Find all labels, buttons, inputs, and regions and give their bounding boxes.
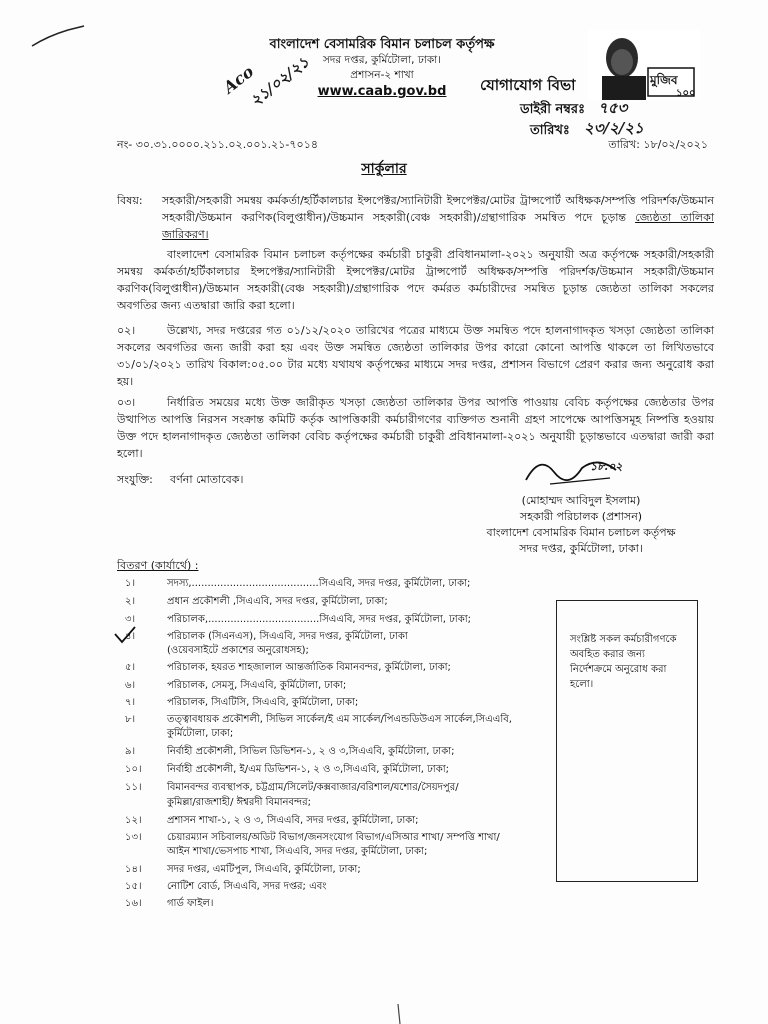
subject-text (162, 192, 714, 243)
paragraph-1: বাংলাদেশ বেসামরিক বিমান চলাচল কর্তৃপক্ষের কর্মচারী চাকুরী প্রবিধানমালা-২০২১ অনুযায়ী অত্র কর্তৃপক্ষে সহকারী/সহকারী সমন্বয় কর্মকর্তা/হর্টিকালচার ইন্সপেক্টর/স্যানিটারী ইন্সপেক্টর/মোটর ট্রান্সপোর্ট অধিক্ষক/সম্পত্তি পরিদর্শক/উচ্চমান সহকারী/উচ্চমান করণিক(বিলুপ্তাধীন)/উচ্চমান সহকারী(বেঞ্চ সহকারী)/গ্রন্থাগারিক পদে কর্মরত কর্মচারীদের সমন্বিত চূড়ান্ত জ্যেষ্ঠতা তালিকা সকলের অবগতির জন্য এতদ্বারা জারি করা হলো। (117, 248, 714, 312)
org-name: বাংলাদেশ বেসামরিক বিমান চলাচল কর্তৃপক্ষ (269, 37, 495, 52)
diary-number-label: ডাইরী নম্বরঃ (520, 102, 585, 117)
website-link[interactable]: www.caab.gov.bd (317, 84, 447, 99)
paragraph-2: উল্লেখ্য, সদর দপ্তরের গত ০১/১২/২০২০ তারিখের পত্রের মাধ্যমে উক্ত সমন্বিত পদে হালনাগাদকৃত খসড়া জ্যেষ্ঠতা তালিকা সকলের অবগতির জন্য জারী করা হয় এবং উক্ত সমন্বিত জ্যেষ্ঠতা তালিকার উপর কারো কোনো আপত্তি থাকলে তা লিখিতভাবে ৩১/০১/২০২১ তারিখ বিকাল:০৫.০০ টার মধ্যে যথাযথ কর্তৃপক্ষের মাধ্যমে সদর দপ্তর, প্রশাসন বিভাগে প্রেরণ করার জন্য অনুরোধ করা হয়। (117, 324, 714, 388)
signature-date-scribble: ১৮.০২ (590, 460, 623, 473)
mujib-text: মুজিব (650, 73, 678, 87)
subject-underlined: জ্যেষ্ঠতা তালিকা জারিকরণ। (162, 211, 715, 241)
subject-label: বিষয়: (117, 194, 143, 207)
paragraph-2-number: ০২। (117, 324, 136, 337)
signatory-org: বাংলাদেশ বেসামরিক বিমান চলাচল কর্তৃপক্ষ (486, 526, 676, 539)
signatory-designation: সহকারী পরিচালক (প্রশাসন) (519, 510, 643, 523)
paragraph-3: নির্ধারিত সময়ের মধ্যে উক্ত জারীকৃত খসড়া জ্যেষ্ঠতা তালিকার উপর আপত্তি পাওয়ায় বেবিচ কর্তৃপক্ষের জ্যেষ্ঠতার উপর উত্থাপিত আপত্তি নিরসন সংক্রান্ত কমিটি কর্তৃক আপত্তিকারী কর্মচারীগণের ব্যক্তিগত শুনানী গ্রহণ সাপেক্ষে আপত্তিসমূহ নিষ্পত্তি হওয়ায় উক্ত পদে হালনাগাদকৃত জ্যেষ্ঠতা তালিকা বেবিচ কর্তৃপক্ষের কর্মচারী চাকুরী প্রবিধানমালা-২০২১ অনুযায়ী চূড়ান্তভাবে এতদ্বারা জারী করা হলো। (117, 396, 714, 460)
diary-number-value: ৭৫৩ (598, 99, 628, 117)
memo-date: তারিখ: ১৮/০২/২০২১ (608, 138, 708, 151)
signatory-name: (মোহাম্মদ আবিদুল ইসলাম) (521, 494, 641, 507)
note-box-text: সংশ্লিষ্ট সকল কর্মচারীগণকে অবহিত করার জন্য নির্দেশক্রমে অনুরোধ করা হলো। (570, 634, 677, 690)
signatory-office: সদর দপ্তর, কুর্মিটোলা, ঢাকা। (519, 542, 643, 555)
document-page: বাংলাদেশ বেসামরিক বিমান চলাচল কর্তৃপক্ষ সদর দপ্তর, কুর্মিটোলা, ঢাকা। প্রশাসন-২ শাখা www.caab.gov.bd মুজিব ১০০ যোগাযোগ বিভা ডাইরী নম্বরঃ ৭৫৩ তারিখঃ ২৩/২/২১ Aco ২১/০২/২১ নং- ৩০.৩১.০০০০.২১১.০২.০০১.২১-৭০১৪ তারিখ: ১৮/০২/২০২১ সার্কুলার বিষয়: সহকারী/সহকারী সমন্বয় কর্মকর্তা/হর্টিকালচার ইন্সপেক্টর/স্যানিটারী ইন্সপেক্টর/মোটর ট্রান্সপোর্ট অধিক্ষক/সম্পত্তি পরিদর্শক/উচ্চমান সহকারী/উচ্চমান করণিক(বিলুপ্তাধীন)/উচ্চমান সহকারী(বেঞ্চ সহকারী)/গ্রন্থাগারিক সমন্বিত পদে চূড়ান্ত জ্যেষ্ঠতা তালিকা জারিকরণ। বাংলাদেশ বেসামরিক বিমান চলাচল কর্তৃপক্ষের কর্মচারী চাকুরী প্রবিধানমালা-২০২১ অনুযায়ী অত্র কর্তৃপক্ষে সহকারী/সহকারী সমন্বয় কর্মকর্তা/হর্টিকালচার ইন্সপেক্টর/স্যানিটারী ইন্সপেক্টর/মোটর ট্রান্সপোর্ট অধিক্ষক/সম্পত্তি পরিদর্শক/উচ্চমান সহকারী/উচ্চমান করণিক(বিলুপ্তাধীন)/উচ্চমান সহকারী(বেঞ্চ সহকারী)/গ্রন্থাগারিক পদে কর্মরত কর্মচারীদের সমন্বিত চূড়ান্ত জ্যেষ্ঠতা তালিকা সকলের অবগতির জন্য এতদ্বারা জারি করা হলো। ০২। উল্লেখ্য, সদর দপ্তরের গত ০১/১২/২০২০ তারিখের পত্রের মাধ্যমে উক্ত সমন্বিত পদে হালনাগাদকৃত খসড়া জ্যেষ্ঠতা তালিকা সকলের অবগতির জন্য জারী করা হয় এবং উক্ত সমন্বিত জ্যেষ্ঠতা তালিকার উপর কারো কোনো আপত্তি থাকলে তা লিখিতভাবে ৩১/০১/২০২১ তারিখ বিকাল:০৫.০০ টার মধ্যে যথাযথ কর্তৃপক্ষের মাধ্যমে সদর দপ্তর, প্রশাসন বিভাগে প্রেরণ করার জন্য অনুরোধ করা হয়। ০৩। নির্ধারিত সময়ের মধ্যে উক্ত জারীকৃত খসড়া জ্যেষ্ঠতা তালিকার উপর আপত্তি পাওয়ায় বেবিচ কর্তৃপক্ষের জ্যেষ্ঠতার উপর উত্থাপিত আপত্তি নিরসন সংক্রান্ত কমিটি কর্তৃক আপত্তিকারী কর্মচারীগণের ব্যক্তিগত শুনানী গ্রহণ সাপেক্ষে আপত্তিসমূহ নিষ্পত্তি হওয়ায় উক্ত পদে হালনাগাদকৃত জ্যেষ্ঠতা তালিকা বেবিচ কর্তৃপক্ষের কর্মচারী চাকুরী প্রবিধানমালা-২০২১ অনুযায়ী চূড়ান্তভাবে এতদ্বারা জারী করা হলো। সংযুক্তি: বর্ণনা মোতাবেক। ১৮.০২ (মোহাম্মদ আবিদুল ইসলাম) সহকারী পরিচালক (প্রশাসন) বাংলাদেশ বেসামরিক বিমান চলাচল কর্তৃপক্ষ সদর দপ্তর, কুর্মিটোলা, ঢাকা। বিতরণ (কার্যার্থে) : ১। সদস্য,........................................সিএএবি, সদর দপ্তর, কুর্মিটোলা, ঢাকা; ২। প্রধান প্রকৌশলী ,সিএএবি, সদর দপ্তর, কুর্মিটোলা, ঢাকা; ৩। পরিচালক,...................................সিএএবি, সদর দপ্তর, কুর্মিটোলা, ঢাকা; ৪। পরিচালক (সিএনএস), সিএএবি, সদর দপ্তর, কুর্মিটোলা, ঢাকা (ওয়েবসাইটে প্রকাশের অনুরোধসহ); ৫। পরিচালক, হযরত শাহজালাল আন্তর্জাতিক বিমানবন্দর, কুর্মিটোলা, ঢাকা; ৬। পরিচালক, সেমসু, সিএএবি, কুর্মিটোলা, ঢাকা; ৭। পরিচালক, সিএটিসি, সিএএবি, কুর্মিটোলা, ঢাকা; ৮। তত্ত্বাবধায়ক প্রকৌশলী, সিভিল সার্কেল/ই এম সার্কেল/পিএন্ডডিউএস সার্কেল,সিএএবি, কুর্মিটোলা, ঢাকা; ৯। নির্বাহী প্রকৌশলী, সিভিল ডিভিশন-১, ২ ও ৩,সিএএবি, কুর্মিটোলা, ঢাকা; ১০। নির্বাহী প্রকৌশলী, ই/এম ডিভিশন-১, ২ ও ৩,সিএএবি, কুর্মিটোলা, ঢাকা; ১১। বিমানবন্দর ব্যবস্থাপক, চট্টগ্রাম/সিলেট/কক্সবাজার/বরিশাল/যশোর/সৈয়দপুর/ কুমিল্লা/রাজশাহী/ ঈশ্বরদী বিমানবন্দর; ১২। প্রশাসন শাখা-১, ২ ও ৩, সিএএবি, সদর দপ্তর, কুর্মিটোলা, ঢাকা; ১৩। চেয়ারম্যান সচিবালয়/অডিট বিভাগ/জনসংযোগ বিভাগ/এসিআর শাখা/ সম্পত্তি শাখা/ আইন শাখা/ভেসপাচ শাখা, সিএএবি, সদর দপ্তর, কুর্মিটোলা, ঢাকা; ১৪। সদর দপ্তর, এমটিপুল, সিএএবি, কুর্মিটোলা, ঢাকা; ১৫। নোটিশ বোর্ড, সিএএবি, সদর দপ্তর; এবং ১৬। গার্ড ফাইল। সংশ্লিষ্ট সকল কর্মচারীগণকে অবহিত করার জন্য নির্দেশক্রমে অনুরোধ করা হলো। (0, 0, 768, 1024)
pen-mark-icon (28, 22, 88, 52)
circular-title: সার্কুলার (361, 161, 407, 177)
memo-number: নং- ৩০.৩১.০০০০.২১১.০২.০০১.২১-৭০১৪ (117, 138, 318, 151)
distribution-heading: বিতরণ (কার্যার্থে) : (117, 559, 199, 572)
subject-body: সহকারী/সহকারী সমন্বয় কর্মকর্তা/হর্টিকালচার ইন্সপেক্টর/স্যানিটারী ইন্সপেক্টর/মোটর ট্রান্সপোর্ট অধিক্ষক/সম্পত্তি পরিদর্শক/উচ্চমান সহকারী/উচ্চমান করণিক(বিলুপ্তাধীন)/উচ্চমান সহকারী(বেঞ্চ সহকারী)/গ্রন্থাগারিক সমন্বিত পদে চূড়ান্ত (162, 194, 714, 224)
section-name: প্রশাসন-২ শাখা (350, 69, 414, 81)
paragraph-3-number: ০৩। (117, 396, 136, 409)
received-stamp-title: যোগাযোগ বিভা (480, 76, 576, 94)
scan-streak-icon (392, 1004, 406, 1024)
office-address: সদর দপ্তর, কুর্মিটোলা, ঢাকা। (322, 54, 441, 66)
stamp-date-value: ২৩/২/২১ (584, 119, 644, 137)
tick-mark-icon (112, 624, 138, 646)
attachment-label: সংযুক্তি: (117, 473, 153, 486)
stamp-date-label: তারিখঃ (530, 123, 570, 138)
mujib-year: ১০০ (676, 88, 696, 99)
handwritten-aco: Aco (219, 61, 258, 98)
handwritten-date-note: ২১/০২/২১ (246, 52, 313, 110)
attachment-value: বর্ণনা মোতাবেক। (170, 473, 244, 486)
